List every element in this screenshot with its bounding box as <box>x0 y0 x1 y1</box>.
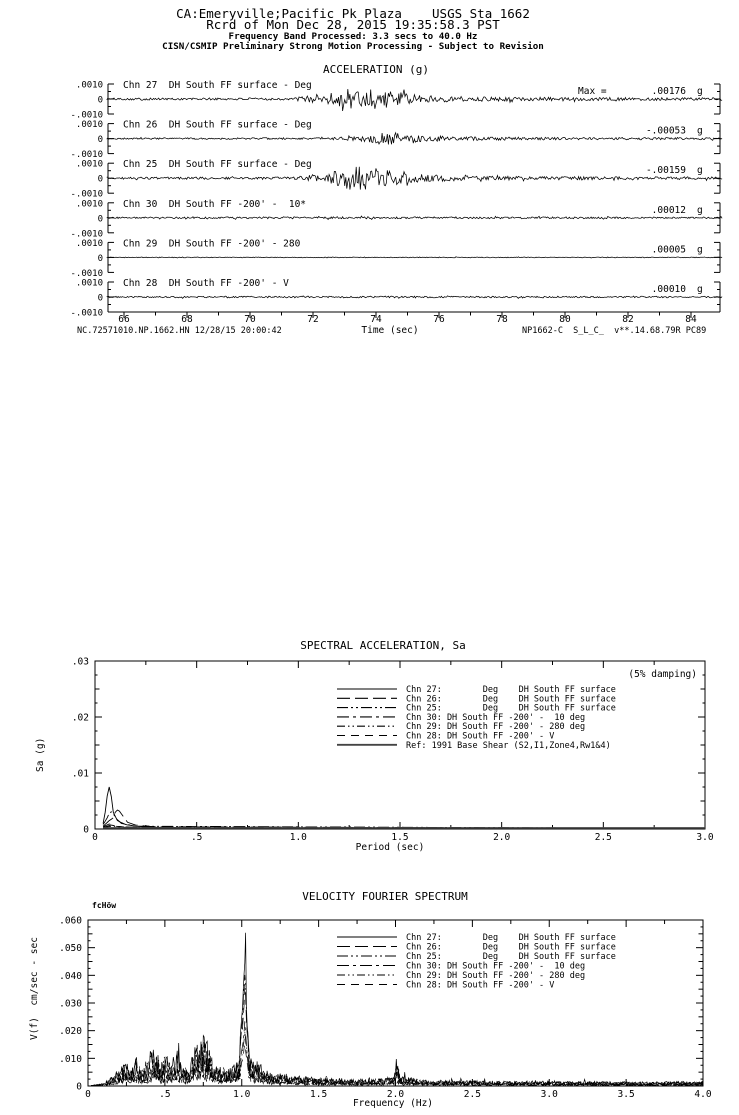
sa-axis-label: Sa (g) <box>35 737 46 772</box>
x-tick-label: 1.0 <box>233 1089 251 1100</box>
x-tick-label: 68 <box>181 314 193 325</box>
legend-label: Chn 30: DH South FF -200' - 10 deg <box>406 961 586 972</box>
x-tick-label: 66 <box>118 314 130 325</box>
channel-strip-4 <box>70 199 722 240</box>
strip-scale-zero-label: 0 <box>97 135 103 146</box>
spectral-acceleration-title: SPECTRAL ACCELERATION, Sa <box>300 639 466 652</box>
x-tick-label: 82 <box>622 314 634 325</box>
acceleration-title: ACCELERATION (g) <box>323 63 429 76</box>
x-tick-label: 2.0 <box>386 1089 405 1100</box>
strip-scale-top-label: .0010 <box>75 120 103 131</box>
sa-curve-chn-27 <box>103 787 705 828</box>
velocity-fourier-spectrum-plot <box>59 916 712 1101</box>
y-tick-label: 0 <box>76 1081 82 1093</box>
strip-scale-zero-label: 0 <box>97 293 103 304</box>
y-tick-label: .010 <box>59 1053 82 1065</box>
strip-scale-top-label: .0010 <box>75 159 103 170</box>
waveform-chn-25 <box>107 167 722 190</box>
max-value: .00012 <box>651 204 686 216</box>
y-tick-label: 0 <box>83 824 89 836</box>
max-unit: g <box>697 284 703 295</box>
record-datetime: Rcrd of Mon Dec 28, 2015 19:35:58.3 PST <box>206 17 500 32</box>
strip-scale-top-label: .0010 <box>75 199 103 210</box>
strip-scale-zero-label: 0 <box>97 174 103 185</box>
waveform-chn-27 <box>107 89 722 111</box>
legend-row <box>337 933 616 943</box>
max-unit: g <box>697 125 703 137</box>
y-tick-label: .02 <box>71 712 89 724</box>
legend-label: Chn 29: DH South FF -200' - 280 deg <box>406 722 586 733</box>
strip-scale-bottom-label: -.0010 <box>70 110 103 121</box>
frequency-axis-label: Frequency (Hz) <box>352 1098 434 1109</box>
waveform-chn-28 <box>107 296 722 299</box>
legend-label: Chn 28: DH South FF -200' - V <box>406 980 555 991</box>
strip-scale-zero-label: 0 <box>97 253 103 264</box>
legend-label: Chn 29: DH South FF -200' - 280 deg <box>406 971 586 981</box>
legend-row <box>337 952 616 962</box>
strip-scale-bottom-label: -.0010 <box>70 189 103 200</box>
strip-scale-bottom-label: -.0010 <box>70 229 103 240</box>
fourier-curve-chn-29 <box>91 1032 703 1086</box>
max-value: -.00159 <box>645 165 686 177</box>
strip-scale-bottom-label: -.0010 <box>70 308 103 319</box>
x-tick-label: 70 <box>244 314 256 325</box>
x-tick-label: 3.0 <box>696 832 714 843</box>
x-tick-label: 2.5 <box>594 832 612 843</box>
legend-label: Chn 30: DH South FF -200' - 10 deg <box>406 712 586 723</box>
sa-curve-chn-25 <box>103 812 705 829</box>
max-prefix: Max = <box>578 86 607 97</box>
station-title: CA:Emeryville;Pacific Pk Plaza USGS Sta 1662 <box>176 6 530 21</box>
legend-row <box>337 971 585 981</box>
max-unit: g <box>697 86 703 97</box>
channel-label: Chn 30 DH South FF -200' - 10* <box>123 198 307 210</box>
legend-row <box>337 943 616 953</box>
strip-scale-zero-label: 0 <box>97 95 103 106</box>
x-tick-label: .5 <box>159 1089 171 1100</box>
strip-scale-bottom-label: -.0010 <box>70 150 103 161</box>
damping-note: (5% damping) <box>628 669 697 680</box>
x-tick-label: 4.0 <box>694 1089 712 1100</box>
channel-strip-1 <box>70 80 722 121</box>
strip-scale-top-label: .0010 <box>75 80 103 91</box>
y-tick-label: .050 <box>59 943 82 955</box>
x-tick-label: .5 <box>190 832 203 843</box>
x-tick-label: 1.5 <box>391 832 409 843</box>
y-tick-label: .03 <box>71 656 89 668</box>
x-tick-label: 0 <box>92 832 98 843</box>
waveform-chn-29 <box>107 257 722 258</box>
x-tick-label: 76 <box>433 314 445 325</box>
sa-curve-chn-26 <box>103 810 705 828</box>
legend-label: Chn 28: DH South FF -200' - V <box>406 731 555 742</box>
channel-label: Chn 26 DH South FF surface - Deg <box>123 119 312 131</box>
x-tick-label: 2.5 <box>463 1089 481 1100</box>
waveform-chn-26 <box>107 133 722 145</box>
legend-label: Chn 26: Deg DH South FF surface <box>406 942 616 953</box>
strip-scale-zero-label: 0 <box>97 214 103 225</box>
legend-row <box>337 962 585 972</box>
channel-label: Chn 29 DH South FF -200' - 280 <box>123 238 301 250</box>
max-unit: g <box>697 204 703 216</box>
x-tick-label: 3.0 <box>540 1089 558 1100</box>
x-tick-label: 74 <box>370 314 382 325</box>
frequency-band-note: Frequency Band Processed: 3.3 secs to 40.0 Hz <box>228 31 478 42</box>
strip-scale-top-label: .0010 <box>75 238 103 249</box>
x-tick-label: 0 <box>85 1089 91 1100</box>
legend-label: Chn 27: Deg DH South FF surface <box>406 933 616 943</box>
max-unit: g <box>697 165 703 177</box>
legend-row <box>337 981 554 991</box>
time-axis <box>108 312 720 325</box>
legend-row <box>337 741 611 751</box>
channel-strip-2 <box>70 120 722 161</box>
channel-label: Chn 27 DH South FF surface - Deg <box>123 80 312 91</box>
channel-label: Chn 25 DH South FF surface - Deg <box>123 159 312 171</box>
y-tick-label: .020 <box>59 1026 82 1038</box>
y-tick-label: .040 <box>59 970 82 982</box>
y-tick-label: .060 <box>59 915 82 927</box>
legend-label: Chn 25: Deg DH South FF surface <box>406 703 616 714</box>
x-tick-label: 2.0 <box>493 832 511 843</box>
x-tick-label: 1.0 <box>289 832 307 843</box>
x-tick-label: 3.5 <box>617 1089 635 1100</box>
max-value: -.00053 <box>645 125 686 137</box>
legend-label: Ref: 1991 Base Shear (S2,I1,Zone4,Rw1&4) <box>406 740 611 751</box>
y-tick-label: .01 <box>71 768 89 780</box>
processing-version-footer: NP1662-C S_L_C_ v**.14.68.79R PC89 <box>522 326 707 336</box>
legend-label: Chn 27: Deg DH South FF surface <box>406 685 616 695</box>
channel-strip-5 <box>70 238 722 279</box>
channel-label: Chn 28 DH South FF -200' - V <box>123 278 289 289</box>
legend-label: Chn 26: Deg DH South FF surface <box>406 694 616 705</box>
processing-note: CISN/CSMIP Preliminary Strong Motion Processing - Subject to Revision <box>162 41 544 52</box>
time-axis-label: Time (sec) <box>361 325 419 336</box>
spectral-acceleration-plot <box>72 657 714 844</box>
max-unit: g <box>697 244 703 256</box>
record-id-footer: NC.72571010.NP.1662.HN 12/28/15 20:00:42 <box>77 326 282 336</box>
y-tick-label: .030 <box>59 998 82 1010</box>
strip-scale-top-label: .0010 <box>75 278 103 289</box>
acceleration-plot <box>70 80 722 325</box>
corner-frequency-note: fcHöw <box>92 901 117 910</box>
max-value: .00005 <box>651 244 686 256</box>
x-tick-label: 72 <box>307 314 319 325</box>
vf-axis-label: V(f) cm/sec - sec <box>29 937 40 1040</box>
waveform-chn-30 <box>107 216 722 219</box>
channel-strip-3 <box>70 159 722 200</box>
x-tick-label: 78 <box>496 314 508 325</box>
legend-label: Chn 25: Deg DH South FF surface <box>406 952 616 962</box>
period-axis-label: Period (sec) <box>355 842 425 853</box>
x-tick-label: 80 <box>559 314 571 325</box>
x-tick-label: 84 <box>685 314 697 325</box>
x-tick-label: 1.5 <box>310 1089 328 1100</box>
max-value: .00010 <box>651 284 686 295</box>
strip-scale-bottom-label: -.0010 <box>70 268 103 279</box>
fourier-spectrum-title: VELOCITY FOURIER SPECTRUM <box>302 890 468 903</box>
max-value: .00176 <box>651 86 686 97</box>
